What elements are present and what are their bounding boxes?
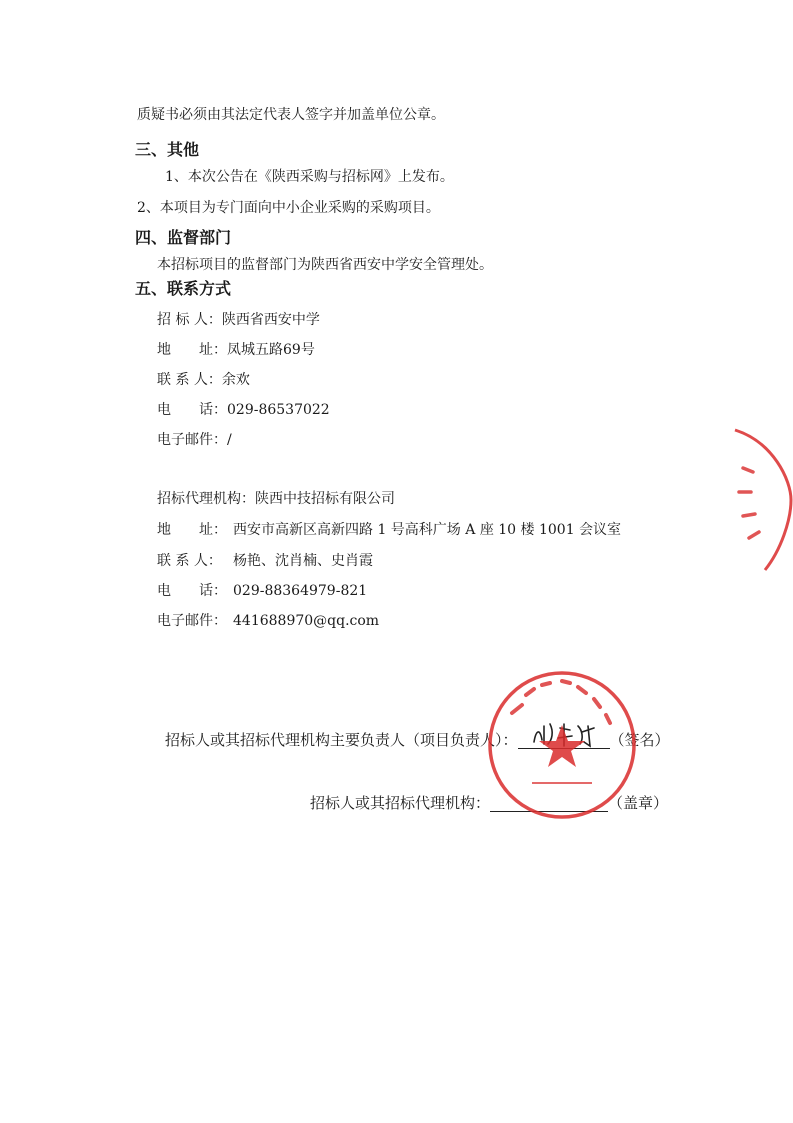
partial-seal-icon bbox=[725, 420, 793, 580]
signature-line-2-suffix: （盖章） bbox=[608, 794, 669, 812]
section-3-item-2: 2、本项目为专门面向中小企业采购的采购项目。 bbox=[137, 200, 440, 216]
seal-blank bbox=[490, 795, 608, 812]
section-4-text: 本招标项目的监督部门为陕西省西安中学安全管理处。 bbox=[157, 257, 493, 273]
tenderer-email-label: 电子邮件： bbox=[157, 432, 227, 448]
signature-line-2 bbox=[310, 794, 668, 812]
section-3-heading: 三、其他 bbox=[135, 140, 200, 159]
tenderer-phone-value: 029-86537022 bbox=[227, 402, 330, 418]
signature-line-1-label: 招标人或其招标代理机构主要负责人（项目负责人）： bbox=[165, 731, 518, 749]
tenderer-contact-value: 余欢 bbox=[221, 372, 250, 388]
agency-phone-value: 029-88364979-821 bbox=[233, 583, 368, 599]
tenderer-address-value: 凤城五路69号 bbox=[227, 342, 315, 358]
intro-line: 质疑书必须由其法定代表人签字并加盖单位公章。 bbox=[137, 107, 445, 123]
tenderer-email-value: / bbox=[227, 432, 232, 448]
agency-address-value: 西安市高新区高新四路 1 号高科广场 A 座 10 楼 1001 会议室 bbox=[233, 522, 622, 538]
agency-name-label: 招标代理机构： bbox=[157, 491, 255, 507]
tenderer-name-value: 陕西省西安中学 bbox=[221, 312, 320, 328]
agency-phone-row bbox=[157, 582, 367, 600]
signature-blank bbox=[518, 732, 610, 749]
tenderer-email-row bbox=[157, 431, 232, 449]
tenderer-address-label: 地 址： bbox=[157, 342, 227, 358]
tenderer-name-label: 招 标 人： bbox=[157, 312, 222, 328]
agency-contact-value: 杨艳、沈肖楠、史肖霞 bbox=[233, 553, 373, 569]
agency-phone-label: 电 话： bbox=[157, 583, 227, 599]
agency-name-value: 陕西中技招标有限公司 bbox=[255, 491, 395, 507]
signature-line-1 bbox=[165, 731, 670, 749]
agency-contact-row bbox=[157, 552, 373, 570]
agency-email-label: 电子邮件： bbox=[157, 613, 227, 629]
tenderer-address-row bbox=[157, 341, 315, 359]
agency-address-row bbox=[157, 521, 621, 539]
tenderer-name-row bbox=[157, 311, 320, 329]
agency-address-label: 地 址： bbox=[157, 522, 227, 538]
agency-name-row bbox=[157, 490, 395, 508]
signature-line-1-suffix: （签名） bbox=[609, 731, 670, 749]
agency-contact-label: 联 系 人： bbox=[157, 553, 222, 569]
tenderer-contact-label: 联 系 人： bbox=[157, 372, 222, 388]
tenderer-phone-label: 电 话： bbox=[157, 402, 227, 418]
agency-email-row bbox=[157, 612, 379, 630]
section-3-item-1: 1、本次公告在《陕西采购与招标网》上发布。 bbox=[165, 169, 454, 185]
agency-email-value: 441688970@qq.com bbox=[233, 613, 380, 629]
section-4-heading: 四、监督部门 bbox=[135, 228, 232, 247]
tenderer-contact-row bbox=[157, 371, 250, 389]
tenderer-phone-row bbox=[157, 401, 330, 419]
signature-line-2-label: 招标人或其招标代理机构： bbox=[310, 794, 491, 812]
section-5-heading: 五、联系方式 bbox=[135, 279, 232, 298]
